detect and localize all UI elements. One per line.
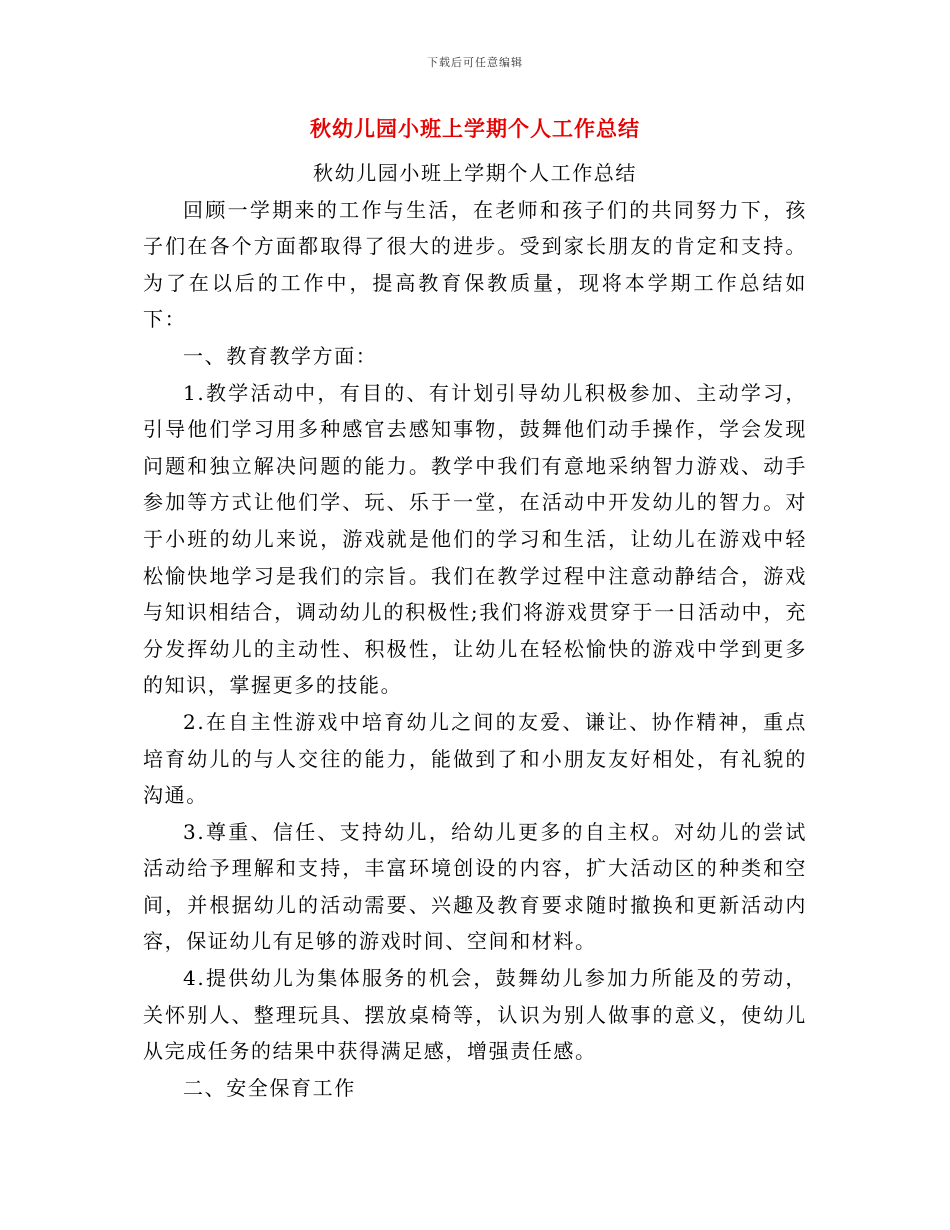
- document-body: [143, 155, 807, 1106]
- paragraph-item-1: 1.教学活动中，有目的、有计划引导幼儿积极参加、主动学习，引导他们学习用多种感官去感知事物，鼓舞他们动手操作，学会发现问题和独立解决问题的能力。教学中我们有意地采纳智力游戏、动手参加等方式让他们学、玩、乐于一堂，在活动中开发幼儿的智力。对于小班的幼儿来说，游戏就是他们的学习和生活，让幼儿在游戏中轻松愉快地学习是我们的宗旨。我们在教学过程中注意动静结合，游戏与知识相结合，调动幼儿的积极性;我们将游戏贯穿于一日活动中，充分发挥幼儿的主动性、积极性，让幼儿在轻松愉快的游戏中学到更多的知识，掌握更多的技能。: [143, 380, 807, 698]
- paragraph-intro: 回顾一学期来的工作与生活，在老师和孩子们的共同努力下，孩子们在各个方面都取得了很大的进步。受到家长朋友的肯定和支持。为了在以后的工作中，提高教育保教质量，现将本学期工作总结如下：: [143, 197, 807, 332]
- section-heading-safety: 二、安全保育工作: [183, 1075, 356, 1100]
- header-note: 下载后可任意编辑: [427, 56, 523, 69]
- document-title: 秋幼儿园小班上学期个人工作总结: [310, 116, 640, 141]
- paragraph-item-2: 2.在自主性游戏中培育幼儿之间的友爱、谦让、协作精神，重点培育幼儿的与人交往的能力，能做到了和小朋友友好相处，有礼貌的沟通。: [143, 709, 807, 808]
- paragraph-item-4: 4.提供幼儿为集体服务的机会，鼓舞幼儿参加力所能及的劳动，关怀别人、整理玩具、摆放桌椅等，认识为别人做事的意义，使幼儿从完成任务的结果中获得满足感，增强责任感。: [143, 966, 807, 1064]
- section-heading-teaching: 一、教育教学方面：: [183, 343, 378, 368]
- paragraph-item-3: 3.尊重、信任、支持幼儿，给幼儿更多的自主权。对幼儿的尝试活动给予理解和支持，丰富环境创设的内容，扩大活动区的种类和空间，并根据幼儿的活动需要、兴趣及教育要求随时撤换和更新活动内容，保证幼儿有足够的游戏时间、空间和材料。: [143, 819, 807, 954]
- document-subtitle: 秋幼儿园小班上学期个人工作总结: [313, 161, 637, 185]
